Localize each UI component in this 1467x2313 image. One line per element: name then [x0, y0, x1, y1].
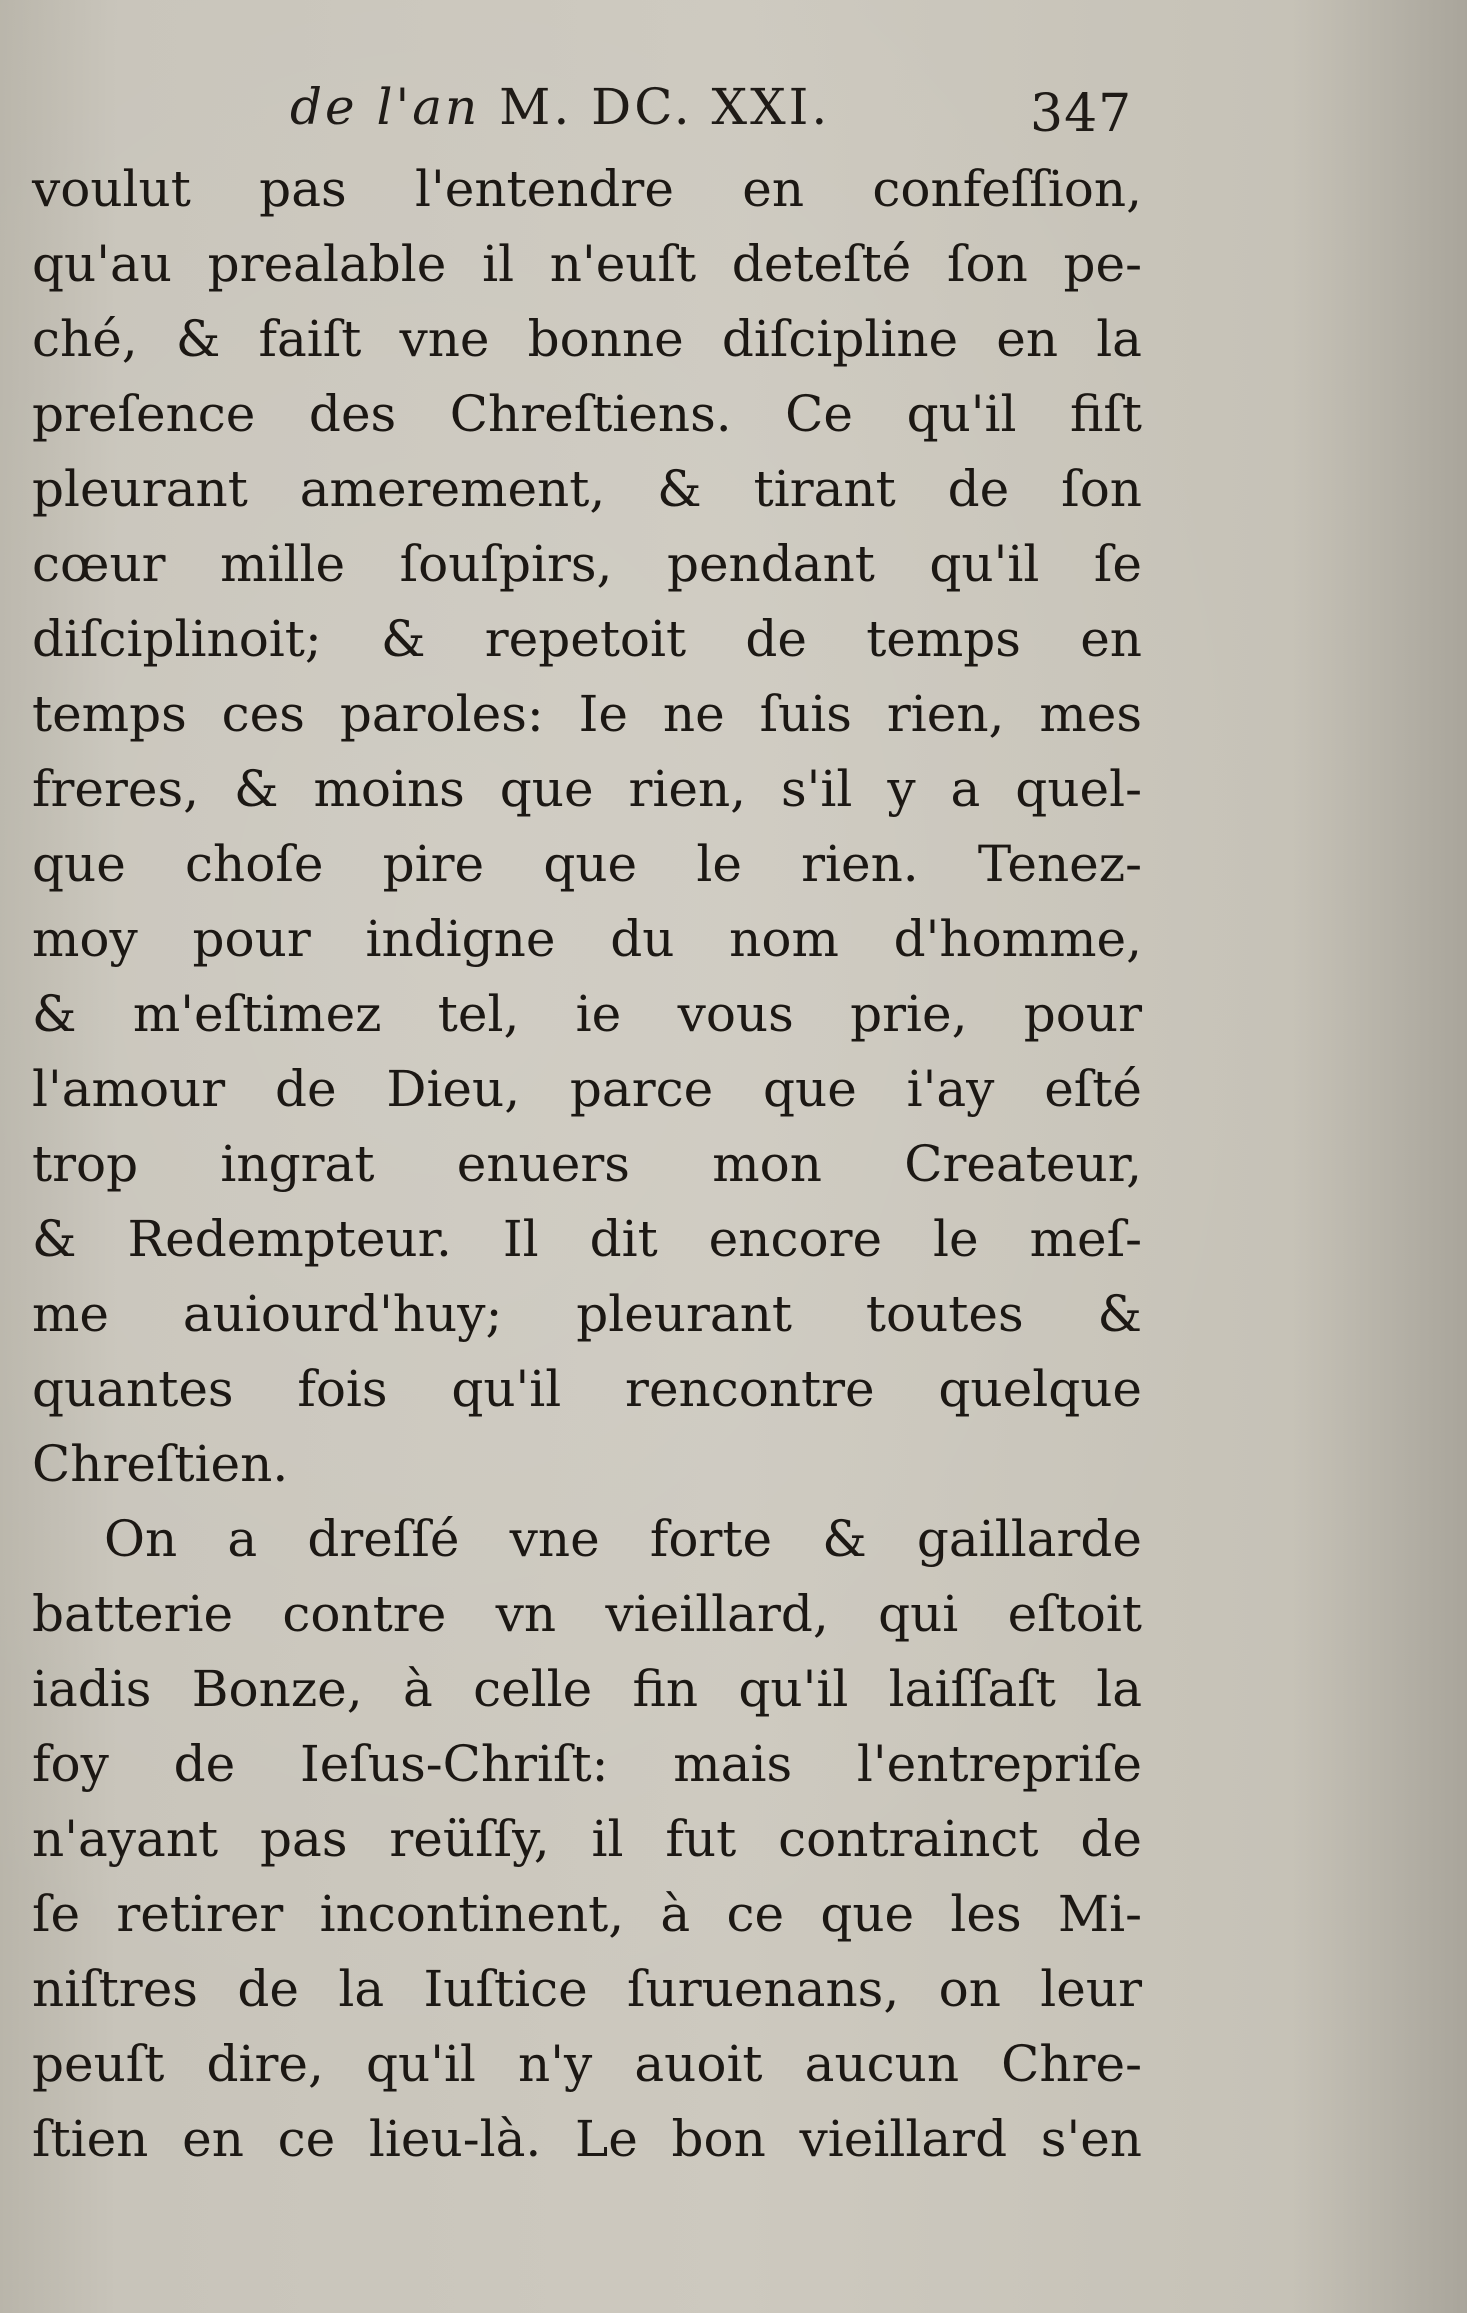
body-text	[32, 152, 1142, 2177]
text-line: voulut pas l'entendre en confeſſion,	[32, 160, 1142, 218]
text-line: niſtres de la Iuſtice ſuruenans, on leur	[32, 1960, 1142, 2018]
page-number: 347	[1030, 84, 1133, 144]
text-line: & m'eſtimez tel, ie vous prie, pour	[32, 985, 1142, 1043]
text-line: & Redempteur. Il dit encore le meſ-	[32, 1210, 1142, 1268]
text-line: batterie contre vn vieillard, qui eſtoit	[32, 1585, 1142, 1643]
paragraph-1	[32, 152, 1142, 1502]
text-line: foy de Ieſus-Chriſt: mais l'entrepriſe	[32, 1735, 1142, 1793]
text-line: moy pour indigne du nom d'homme,	[32, 910, 1142, 968]
text-line: qu'au prealable il n'euſt deteſté ſon pe-	[32, 235, 1142, 293]
text-line: cœur mille ſouſpirs, pendant qu'il ſe	[32, 535, 1142, 593]
text-line: peuſt dire, qu'il n'y auoit aucun Chre-	[32, 2035, 1142, 2093]
text-line: ſtien en ce lieu-là. Le bon vieillard s'en	[32, 2110, 1142, 2168]
text-line: diſciplinoit; & repetoit de temps en	[32, 610, 1142, 668]
running-head	[0, 78, 1467, 158]
text-line: preſence des Chreſtiens. Ce qu'il fiſt	[32, 385, 1142, 443]
text-line: Chreſtien.	[32, 1435, 289, 1493]
running-head-year: M. DC. XXI.	[480, 78, 831, 136]
text-line: pleurant amerement, & tirant de ſon	[32, 460, 1142, 518]
paragraph-2	[32, 1502, 1142, 2177]
text-line: que choſe pire que le rien. Tenez-	[32, 835, 1142, 893]
text-line: quantes fois qu'il rencontre quelque	[32, 1360, 1142, 1418]
text-line: On a dreſſé vne forte & gaillarde	[104, 1510, 1142, 1568]
text-line: me auiourd'huy; pleurant toutes &	[32, 1285, 1142, 1343]
text-line: n'ayant pas reüſſy, il fut contrainct de	[32, 1810, 1142, 1868]
running-head-title	[290, 78, 830, 136]
text-line: l'amour de Dieu, parce que i'ay eſté	[32, 1060, 1142, 1118]
text-line: iadis Bonze, à celle fin qu'il laiſſaſt la	[32, 1660, 1142, 1718]
text-line: temps ces paroles: Ie ne ſuis rien, mes	[32, 685, 1142, 743]
text-line: freres, & moins que rien, s'il y a quel-	[32, 760, 1142, 818]
running-head-italic: de l'an	[290, 78, 481, 136]
text-line: ché, & faiſt vne bonne diſcipline en la	[32, 310, 1142, 368]
text-line: ſe retirer incontinent, à ce que les Mi-	[32, 1885, 1142, 1943]
text-line: trop ingrat enuers mon Createur,	[32, 1135, 1142, 1193]
